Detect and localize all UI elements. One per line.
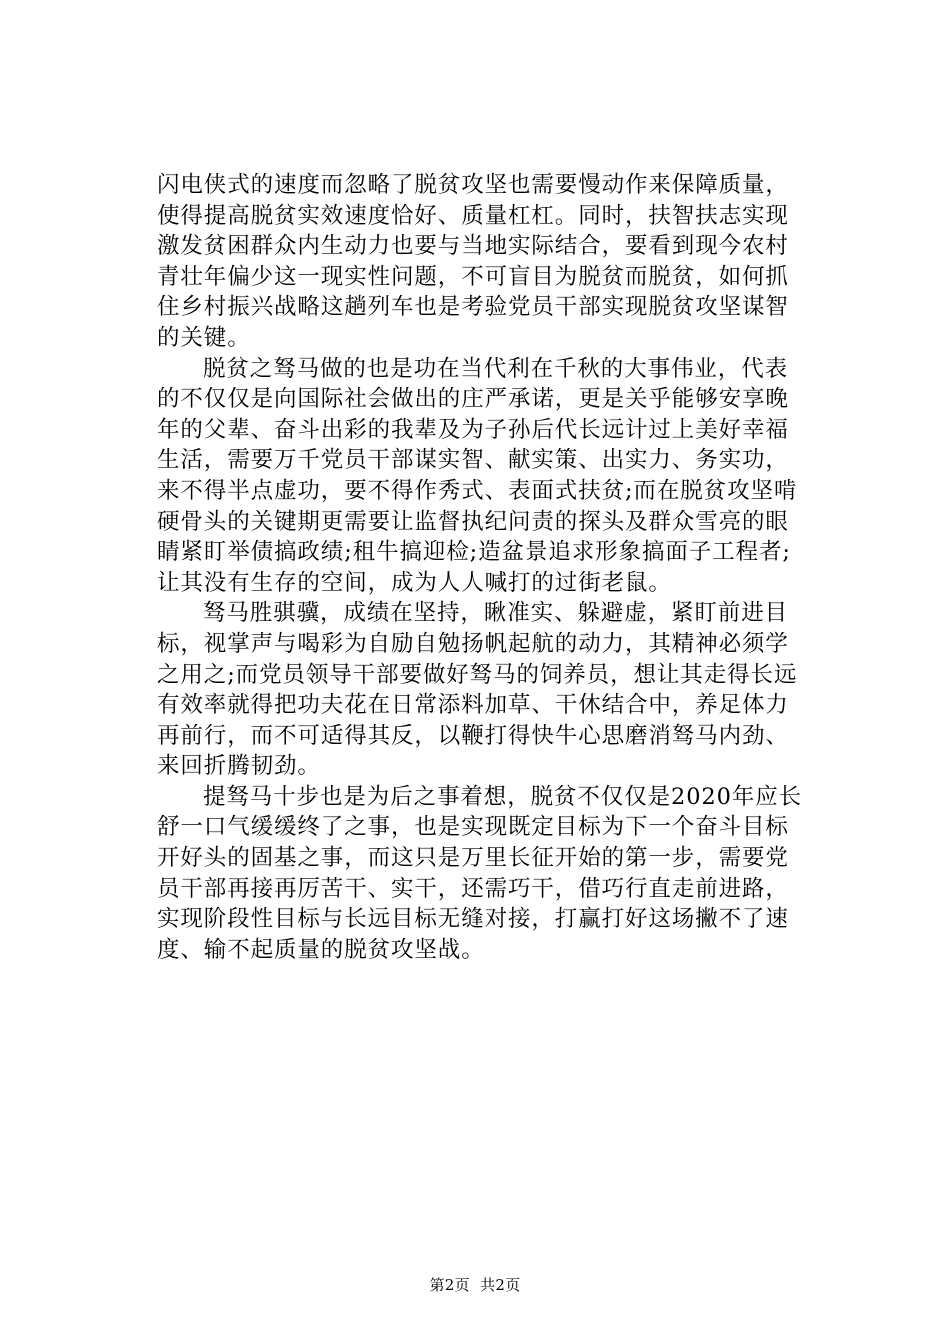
text-line: 的关键。 xyxy=(157,324,251,351)
text-line: 有效率就得把功夫花在日常添料加草、干休结合中，养足体力 xyxy=(157,692,789,719)
text-line: 开好头的固基之事，而这只是万里长征开始的第一步，需要党 xyxy=(157,845,789,872)
text-line: 舒一口气缓缓终了之事，也是实现既定目标为下一个奋斗目标 xyxy=(157,814,789,841)
text-line: 闪电侠式的速度而忽略了脱贫攻坚也需要慢动作来保障质量， xyxy=(157,172,789,198)
text-line: 生活，需要万千党员干部谋实智、献实策、出实力、务实功， xyxy=(157,447,789,474)
text-line: 激发贫困群众内生动力也要与当地实际结合，要看到现今农村 xyxy=(157,233,789,260)
document-body xyxy=(157,170,842,965)
text-line: 度、输不起质量的脱贫攻坚战。 xyxy=(157,936,485,963)
page-number-label: 第2页 共2页 xyxy=(429,1276,521,1294)
text-line: 驽马胜骐骥，成绩在坚持，瞅准实、躲避虚，紧盯前进目 xyxy=(203,600,789,627)
text-line: 使得提高脱贫实效速度恰好、质量杠杠。同时，扶智扶志实现 xyxy=(157,202,789,229)
text-line: 让其没有生存的空间，成为人人喊打的过街老鼠。 xyxy=(157,569,672,596)
text-line: 标，视掌声与喝彩为自励自勉扬帆起航的动力，其精神必须学 xyxy=(157,630,789,657)
page-footer xyxy=(0,1275,950,1295)
paragraph-1 xyxy=(157,170,842,354)
text-line: 再前行，而不可适得其反，以鞭打得快牛心思磨消驽马内劲、 xyxy=(157,722,789,749)
text-line: 硬骨头的关键期更需要让监督执纪问责的探头及群众雪亮的眼 xyxy=(157,508,789,535)
text-line: 的不仅仅是向国际社会做出的庄严承诺，更是关乎能够安享晚 xyxy=(157,386,789,413)
text-line: 来回折腾韧劲。 xyxy=(157,753,321,780)
paragraph-3 xyxy=(157,598,842,782)
text-line: 提驽马十步也是为后之事着想，脱贫不仅仅是2020年应长 xyxy=(203,783,803,810)
text-line: 睛紧盯举债搞政绩;租牛搞迎检;造盆景追求形象搞面子工程者; xyxy=(157,539,791,566)
text-line: 之用之;而党员领导干部要做好驽马的饲养员，想让其走得长远 xyxy=(157,661,798,688)
text-line: 实现阶段性目标与长远目标无缝对接，打赢打好这场撇不了速 xyxy=(157,906,789,933)
text-line: 青壮年偏少这一现实性问题，不可盲目为脱贫而脱贫，如何抓 xyxy=(157,263,789,290)
text-line: 住乡村振兴战略这趟列车也是考验党员干部实现脱贫攻坚谋智 xyxy=(157,294,789,321)
text-line: 来不得半点虚功，要不得作秀式、表面式扶贫;而在脱贫攻坚啃 xyxy=(157,477,798,504)
paragraph-4 xyxy=(157,782,842,966)
text-line: 脱贫之驽马做的也是功在当代利在千秋的大事伟业，代表 xyxy=(203,355,789,382)
text-line: 员干部再接再厉苦干、实干，还需巧干，借巧行直走前进路， xyxy=(157,875,789,902)
text-line: 年的父辈、奋斗出彩的我辈及为子孙后代长远计过上美好幸福 xyxy=(157,416,789,443)
paragraph-2 xyxy=(157,354,842,599)
